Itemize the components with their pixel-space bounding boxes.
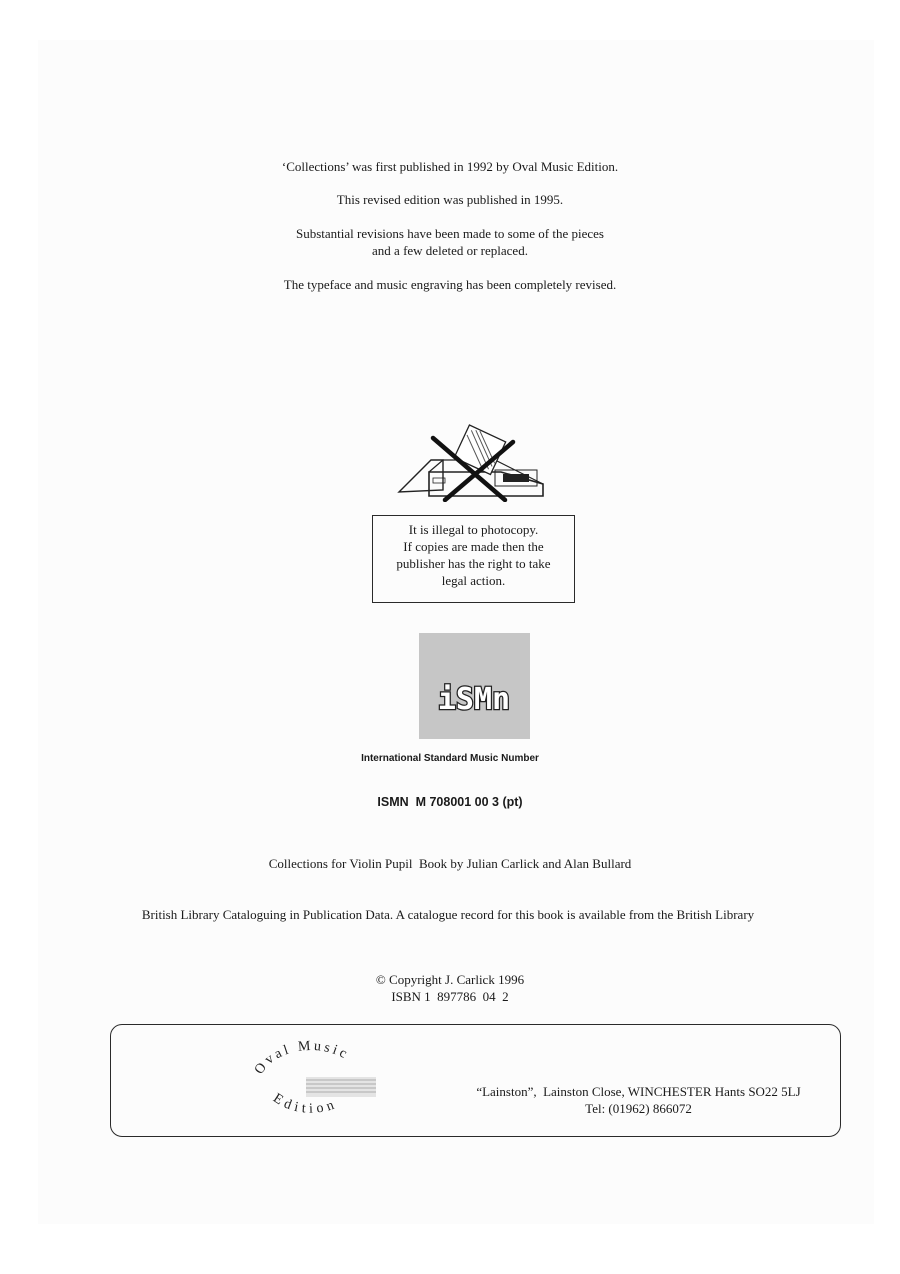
copyright-line: © Copyright J. Carlick 1996 (375, 972, 525, 987)
warning-line: It is illegal to photocopy. (408, 522, 539, 537)
warning-line: legal action. (441, 573, 506, 588)
ismn-number: ISMN M 708001 00 3 (pt) (377, 795, 523, 809)
book-title-line: Collections for Violin Pupil Book by Julian Carlick and Alan Bullard (268, 856, 632, 871)
publisher-address: “Lainston”, Lainston Close, WINCHESTER Hants SO22 5LJ (476, 1084, 801, 1099)
revisions-note-line2: and a few deleted or replaced. (372, 243, 528, 258)
isbn-line: ISBN 1 897786 04 2 (391, 989, 509, 1004)
no-photocopy-icon (395, 420, 555, 502)
oval-music-edition-logo (246, 1033, 376, 1129)
svg-text:Oval Music (252, 1039, 352, 1078)
ismn-logo-text: iSMn (437, 682, 511, 717)
photocopy-warning-box (372, 515, 575, 603)
publisher-contact (456, 1083, 821, 1117)
typeface-note: The typeface and music engraving has been completely revised. (283, 277, 617, 292)
revisions-note-line1: Substantial revisions have been made to some of the pieces (296, 226, 604, 241)
logo-top-text: Oval Music (251, 1038, 352, 1078)
publisher-tel: Tel: (01962) 866072 (585, 1101, 692, 1116)
logo-bottom-text: Edition (270, 1090, 340, 1117)
revised-edition-note: This revised edition was published in 1995. (336, 192, 564, 207)
ismn-logo (419, 633, 530, 739)
logo-staff-lines (306, 1077, 376, 1097)
library-note: British Library Cataloguing in Publication Data. A catalogue record for this book is available from the British Library (141, 907, 755, 922)
publisher-box (110, 1024, 841, 1137)
first-published-note: ‘Collections’ was first published in 1992 by Oval Music Edition. (281, 159, 619, 174)
ismn-caption: International Standard Music Number (361, 753, 539, 764)
warning-line: If copies are made then the (403, 539, 544, 554)
warning-line: publisher has the right to take (396, 556, 551, 571)
